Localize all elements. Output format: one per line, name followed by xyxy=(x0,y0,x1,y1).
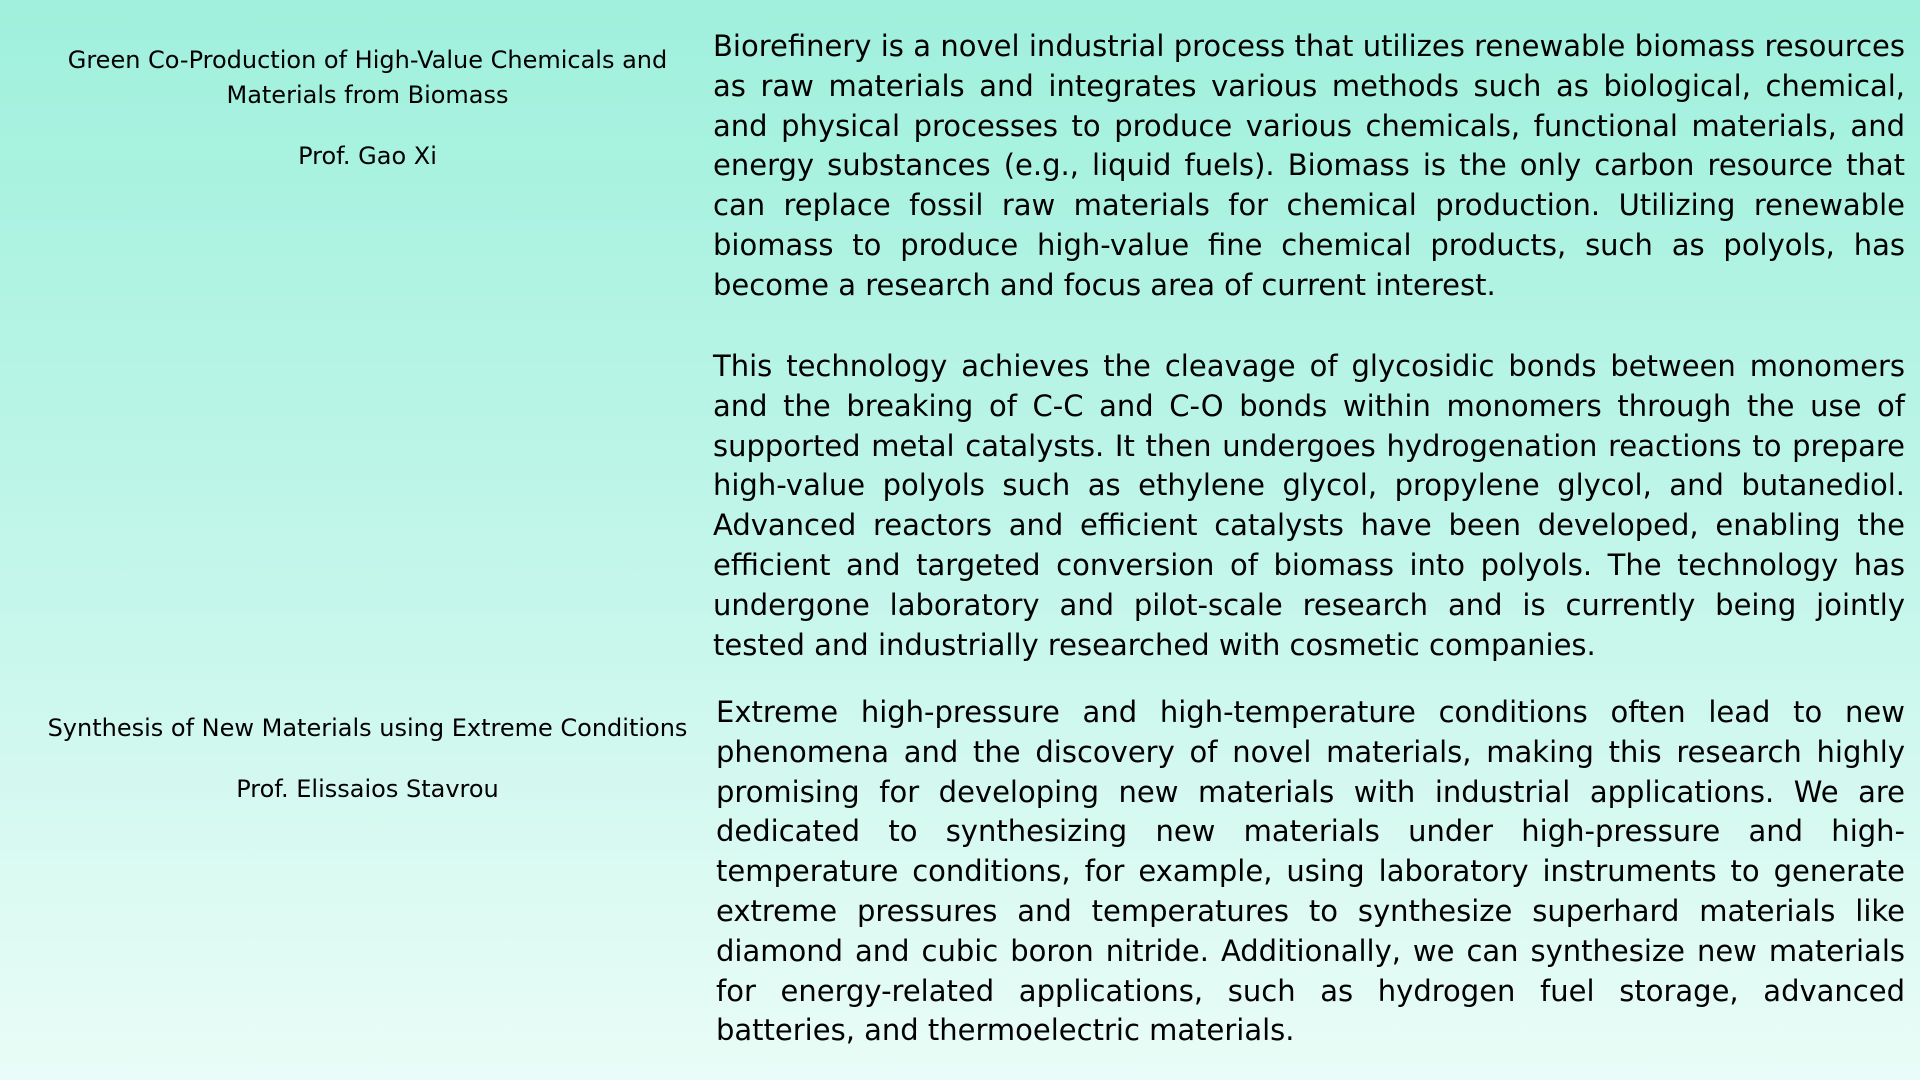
project-1-paragraph-2: This technology achieves the cleavage of glycosidic bonds between monomers and the breaking of C-C and C-O bonds within monomers through the use of supported metal catalysts. It then undergoes hydrogenation reactions to prepare high-value polyols such as ethylene glycol, propylene glycol, and butanediol. Advanced reactors and efficient catalysts have been developed, enabling the efficient and targeted conversion of biomass into polyols. The technology has undergone laboratory and pilot-scale research and is currently being jointly tested and industrially researched with cosmetic companies. xyxy=(713,349,1905,662)
project-1-description-continued xyxy=(713,347,1905,665)
project-1-description xyxy=(713,27,1905,306)
project-2-presenter: Prof. Elissaios Stavrou xyxy=(236,775,499,803)
project-1-title: Green Co-Production of High-Value Chemicals and Materials from Biomass xyxy=(67,46,668,109)
project-2-description xyxy=(716,693,1905,1051)
project-1-presenter: Prof. Gao Xi xyxy=(298,142,437,170)
project-2-header xyxy=(0,711,735,807)
project-2-title: Synthesis of New Materials using Extreme Conditions xyxy=(47,714,688,742)
project-2-paragraph-1: Extreme high-pressure and high-temperature conditions often lead to new phenomena and the discovery of novel materials, making this research highly promising for developing new materials with industrial applications. We are dedicated to synthesizing new materials under high-pressure and high-temperature conditions, for example, using laboratory instruments to generate extreme pressures and temperatures to synthesize superhard materials like diamond and cubic boron nitride. Additionally, we can synthesize new materials for energy-related applications, such as hydrogen fuel storage, advanced batteries, and thermoelectric materials. xyxy=(716,695,1905,1048)
project-1-header xyxy=(0,43,735,174)
project-1-paragraph-1: Biorefinery is a novel industrial process that utilizes renewable biomass resources as raw materials and integrates various methods such as biological, chemical, and physical processes to produce various chemicals, functional materials, and energy substances (e.g., liquid fuels). Biomass is the only carbon resource that can replace fossil raw materials for chemical production. Utilizing renewable biomass to produce high-value fine chemical products, such as polyols, has become a research and focus area of current interest. xyxy=(713,29,1905,302)
